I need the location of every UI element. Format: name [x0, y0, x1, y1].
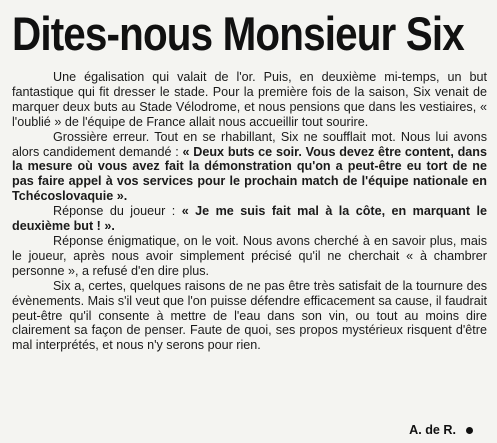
article-body — [12, 70, 487, 353]
quoted-answer: « Je me suis fait mal à la côte, en marquant le deuxième but ! ». — [12, 204, 487, 234]
end-bullet-icon — [466, 427, 473, 434]
article-paragraph-1 — [12, 70, 487, 130]
paragraph-text: Réponse du joueur : — [53, 204, 182, 219]
author-signature — [409, 423, 473, 437]
article-paragraph-3 — [12, 204, 487, 234]
paragraph-text: Grossière erreur. Tout en se rhabillant, Six ne soufflait mot. Nous lui avons alors candidement demandé : — [12, 129, 487, 159]
quoted-question: « Deux buts ce soir. Vous devez être content, dans la mesure où vous avez fait la démonstration qu'on a peut-être eu tort de ne pas faire appel à vos services pour le prochain match de l'équipe nationale en Tchécoslovaquie ». — [12, 144, 488, 204]
author-initials: A. de R. — [409, 423, 456, 437]
paragraph-text: Une égalisation qui valait de l'or. Puis, en deuxième mi-temps, un but fantastique qui fit dresser le stade. Pour la première fois de la saison, Six venait de marquer deux buts au Stade Vélodrome, et nous pensions que dans les vestiaires, « l'oublié » de l'équipe de France allait nous accueillir tout sourire. — [12, 70, 487, 129]
article-headline: Dites-nous Monsieur Six — [12, 7, 464, 60]
article-paragraph-2 — [12, 130, 487, 205]
paragraph-text: Six a, certes, quelques raisons de ne pas être très satisfait de la tournure des évènements. Mais s'il veut que l'on puisse défendre efficacement sa cause, il faudrait peut-être qu'il consente à mettre de l'eau dans son vin, ou tout au moins dire clairement sa façon de penser. Faute de quoi, ses propos mystérieux risquent d'être mal interprétés, et nous n'y serons pour rien. — [12, 278, 487, 353]
article-paragraph-4 — [12, 234, 487, 279]
article-paragraph-5 — [12, 279, 487, 354]
paragraph-text: Réponse énigmatique, on le voit. Nous avons cherché à en savoir plus, mais le joueur, après nous avoir simplement précisé qu'il ne cherchait « à chambrer personne », a refusé d'en dire plus. — [12, 233, 487, 278]
